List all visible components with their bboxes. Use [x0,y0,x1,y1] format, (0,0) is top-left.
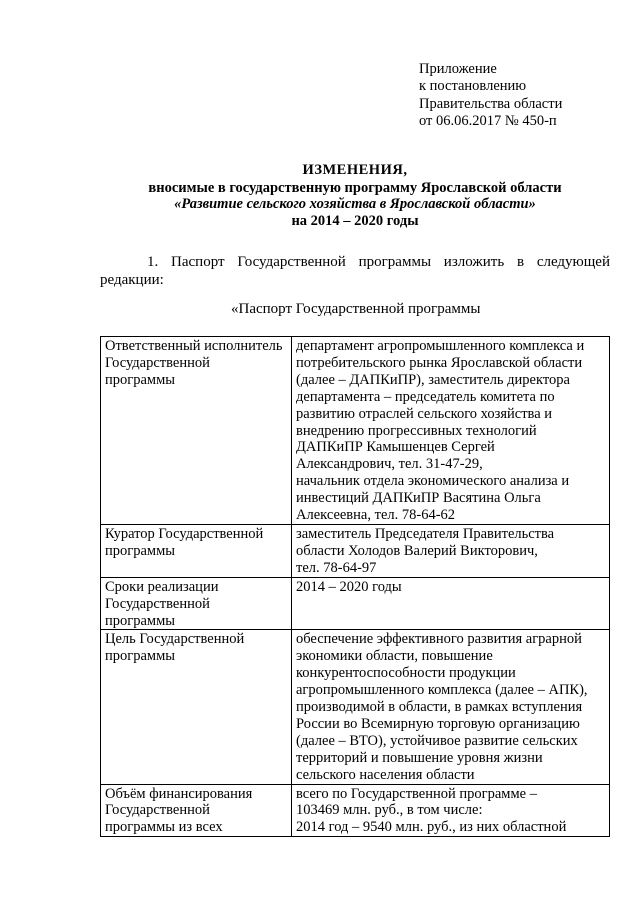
passport-row [101,577,610,630]
passport-heading: «Паспорт Государственной программы [231,301,481,317]
title-main: ИЗМЕНЕНИЯ, [302,162,408,178]
label-line: Цель Государственной [105,631,245,648]
value-line: России во Всемирную торговую организацию [296,715,580,732]
appendix-line: от 06.06.2017 № 450-п [419,112,557,129]
passport-table [100,336,610,837]
label-line: Объём финансирования [105,785,253,802]
label-line: Сроки реализации [105,578,219,595]
appendix-block [419,61,562,130]
value-line: экономики области, повышение [296,648,493,665]
title-line: вносимые в государственную программу Ярославской области [148,179,562,196]
value-line: департамента – председатель комитета по [296,388,555,405]
label-line: программы [105,542,175,559]
value-line: сельского населения области [296,766,475,783]
label-line: Государственной [105,595,210,612]
passport-row-label [101,524,292,577]
passport-row [101,630,610,784]
appendix-line: Приложение [419,61,497,77]
value-line: обеспечение эффективного развития аграрной [296,631,582,648]
passport-row [101,337,610,525]
passport-row-label [101,784,292,837]
label-line: Ответственный исполнитель [105,338,283,354]
appendix-line: к постановлению [419,78,527,95]
appendix-line: Правительства области [419,95,563,112]
value-line: области Холодов Валерий Викторович, [296,542,538,559]
passport-row-label [101,630,292,784]
passport-row-value [292,524,610,577]
label-line: Государственной [105,802,210,819]
value-line: заместитель Председателя Правительства [296,525,555,542]
label-line: программы [105,648,175,665]
intro-paragraph: 1. Паспорт Государственной программы изложить в следующей редакции: [100,254,610,288]
value-line: Алексеевна, тел. 78-64-62 [296,507,456,524]
value-line: Александрович, тел. 31-47-29, [296,456,483,473]
passport-row-label [101,577,292,630]
title-years: на 2014 – 2020 годы [291,212,419,229]
passport-row [101,784,610,837]
value-line: всего по Государственной программе – [296,785,537,802]
value-line: 103469 млн. руб., в том числе: [296,802,483,819]
value-line: (далее – ДАПКиПР), заместитель директора [296,371,570,388]
label-line: программы [105,612,175,629]
passport-row-value [292,784,610,837]
value-line: агропромышленного комплекса (далее – АПК), [296,682,588,699]
label-line: программы из всех [105,819,223,836]
label-line: Куратор Государственной [105,525,264,542]
value-line: департамент агропромышленного комплекса и [296,338,585,354]
document-title [100,162,610,229]
passport-row-value [292,577,610,630]
value-line: (далее – ВТО), устойчивое развитие сельских [296,732,578,749]
value-line: конкурентоспособности продукции [296,665,516,682]
passport-row-value [292,630,610,784]
label-line: Государственной [105,354,210,371]
value-line: ДАПКиПР Камышенцев Сергей [296,439,495,456]
value-line: инвестиций ДАПКиПР Васятина Ольга [296,490,541,507]
value-line: внедрению прогрессивных технологий [296,422,537,439]
value-line: начальник отдела экономического анализа и [296,473,570,490]
value-line: потребительского рынка Ярославской области [296,354,583,371]
value-line: развитию отраслей сельского хозяйства и [296,405,553,422]
value-line: производимой в области, в рамках вступления [296,699,583,716]
passport-row [101,524,610,577]
value-line: 2014 год – 9540 млн. руб., из них областной [296,819,567,836]
value-line: 2014 – 2020 годы [296,578,402,595]
value-line: территорий и повышение уровня жизни [296,749,543,766]
label-line: программы [105,371,175,388]
passport-row-value [292,337,610,525]
title-program-name: «Развитие сельского хозяйства в Ярославской области» [174,196,536,213]
passport-row-label [101,337,292,525]
value-line: тел. 78-64-97 [296,559,377,576]
